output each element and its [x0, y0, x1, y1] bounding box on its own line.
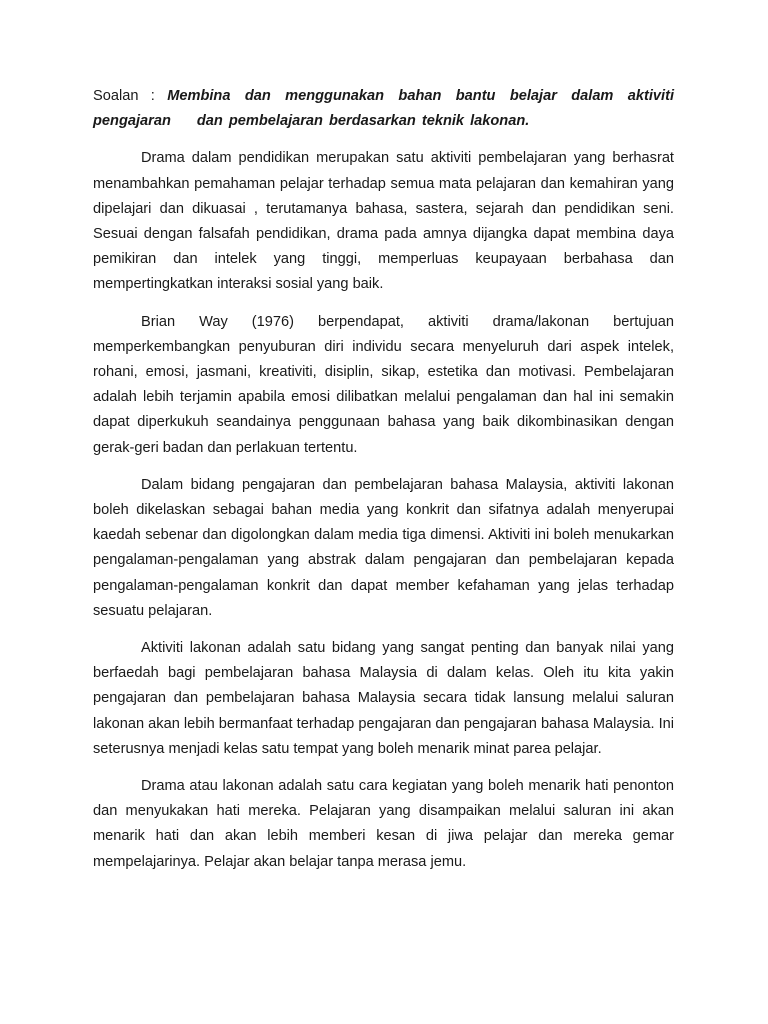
- paragraph-5: Drama atau lakonan adalah satu cara kegiatan yang boleh menarik hati penonton dan menyukakan hati mereka. Pelajaran yang disampaikan melalui saluran ini akan menarik hati dan akan lebih memberi kesan di jiwa pelajar dan mereka gemar mempelajarinya. Pelajar akan belajar tanpa merasa jemu.: [93, 778, 674, 870]
- question-text-part1: Membina dan menggunakan bahan bantu belajar dalam aktiviti pengajaran: [93, 88, 674, 130]
- paragraph-3: Dalam bidang pengajaran dan pembelajaran bahasa Malaysia, aktiviti lakonan boleh dikelaskan sebagai bahan media yang konkrit dan sifatnya adalah menyerupai kaedah sebenar dan digolongkan dalam media tiga dimensi. Aktiviti ini boleh menukarkan pengalaman-pengalaman yang abstrak dalam pengajaran dan pembelajaran kepada pengalaman-pengalaman konkrit dan dapat member kefahaman yang jelas terhadap sesuatu pelajaran.: [93, 476, 674, 619]
- question-heading: [93, 84, 674, 134]
- question-label: Soalan :: [93, 88, 168, 104]
- paragraph-4: Aktiviti lakonan adalah satu bidang yang sangat penting dan banyak nilai yang berfaedah bagi pembelajaran bahasa Malaysia di dalam kelas. Oleh itu kita yakin pengajaran dan pembelajaran bahasa Malaysia secara tidak lansung melalui saluran lakonan akan lebih bermanfaat terhadap pengajaran dan pengajaran bahasa Malaysia. Ini seterusnya menjadi kelas satu tempat yang boleh menarik minat parea pelajar.: [93, 640, 674, 757]
- paragraph-1: Drama dalam pendidikan merupakan satu aktiviti pembelajaran yang berhasrat menambahkan pemahaman pelajar terhadap semua mata pelajaran dan kemahiran yang dipelajari dan dikuasai , terutamanya bahasa, sastera, sejarah dan pendidikan seni. Sesuai dengan falsafah pendidikan, drama pada amnya dijangka dapat membina daya pemikiran dan intelek yang tinggi, memperluas keupayaan berbahasa dan mempertingkatkan interaksi sosial yang baik.: [93, 150, 674, 293]
- question-text-part2: dan pembelajaran berdasarkan teknik lakonan.: [196, 113, 530, 130]
- document-page: [93, 84, 674, 887]
- paragraph-2: Brian Way (1976) berpendapat, aktiviti drama/lakonan bertujuan memperkembangkan penyuburan diri individu secara menyeluruh dari aspek intelek, rohani, emosi, jasmani, kreativiti, disiplin, sikap, estetika dan motivasi. Pembelajaran adalah lebih terjamin apabila emosi dilibatkan melalui pengalaman dan hal ini semakin dapat diperkukuh seandainya penggunaan bahasa yang baik dikombinasikan dengan gerak-geri badan dan perlakuan tertentu.: [93, 313, 674, 456]
